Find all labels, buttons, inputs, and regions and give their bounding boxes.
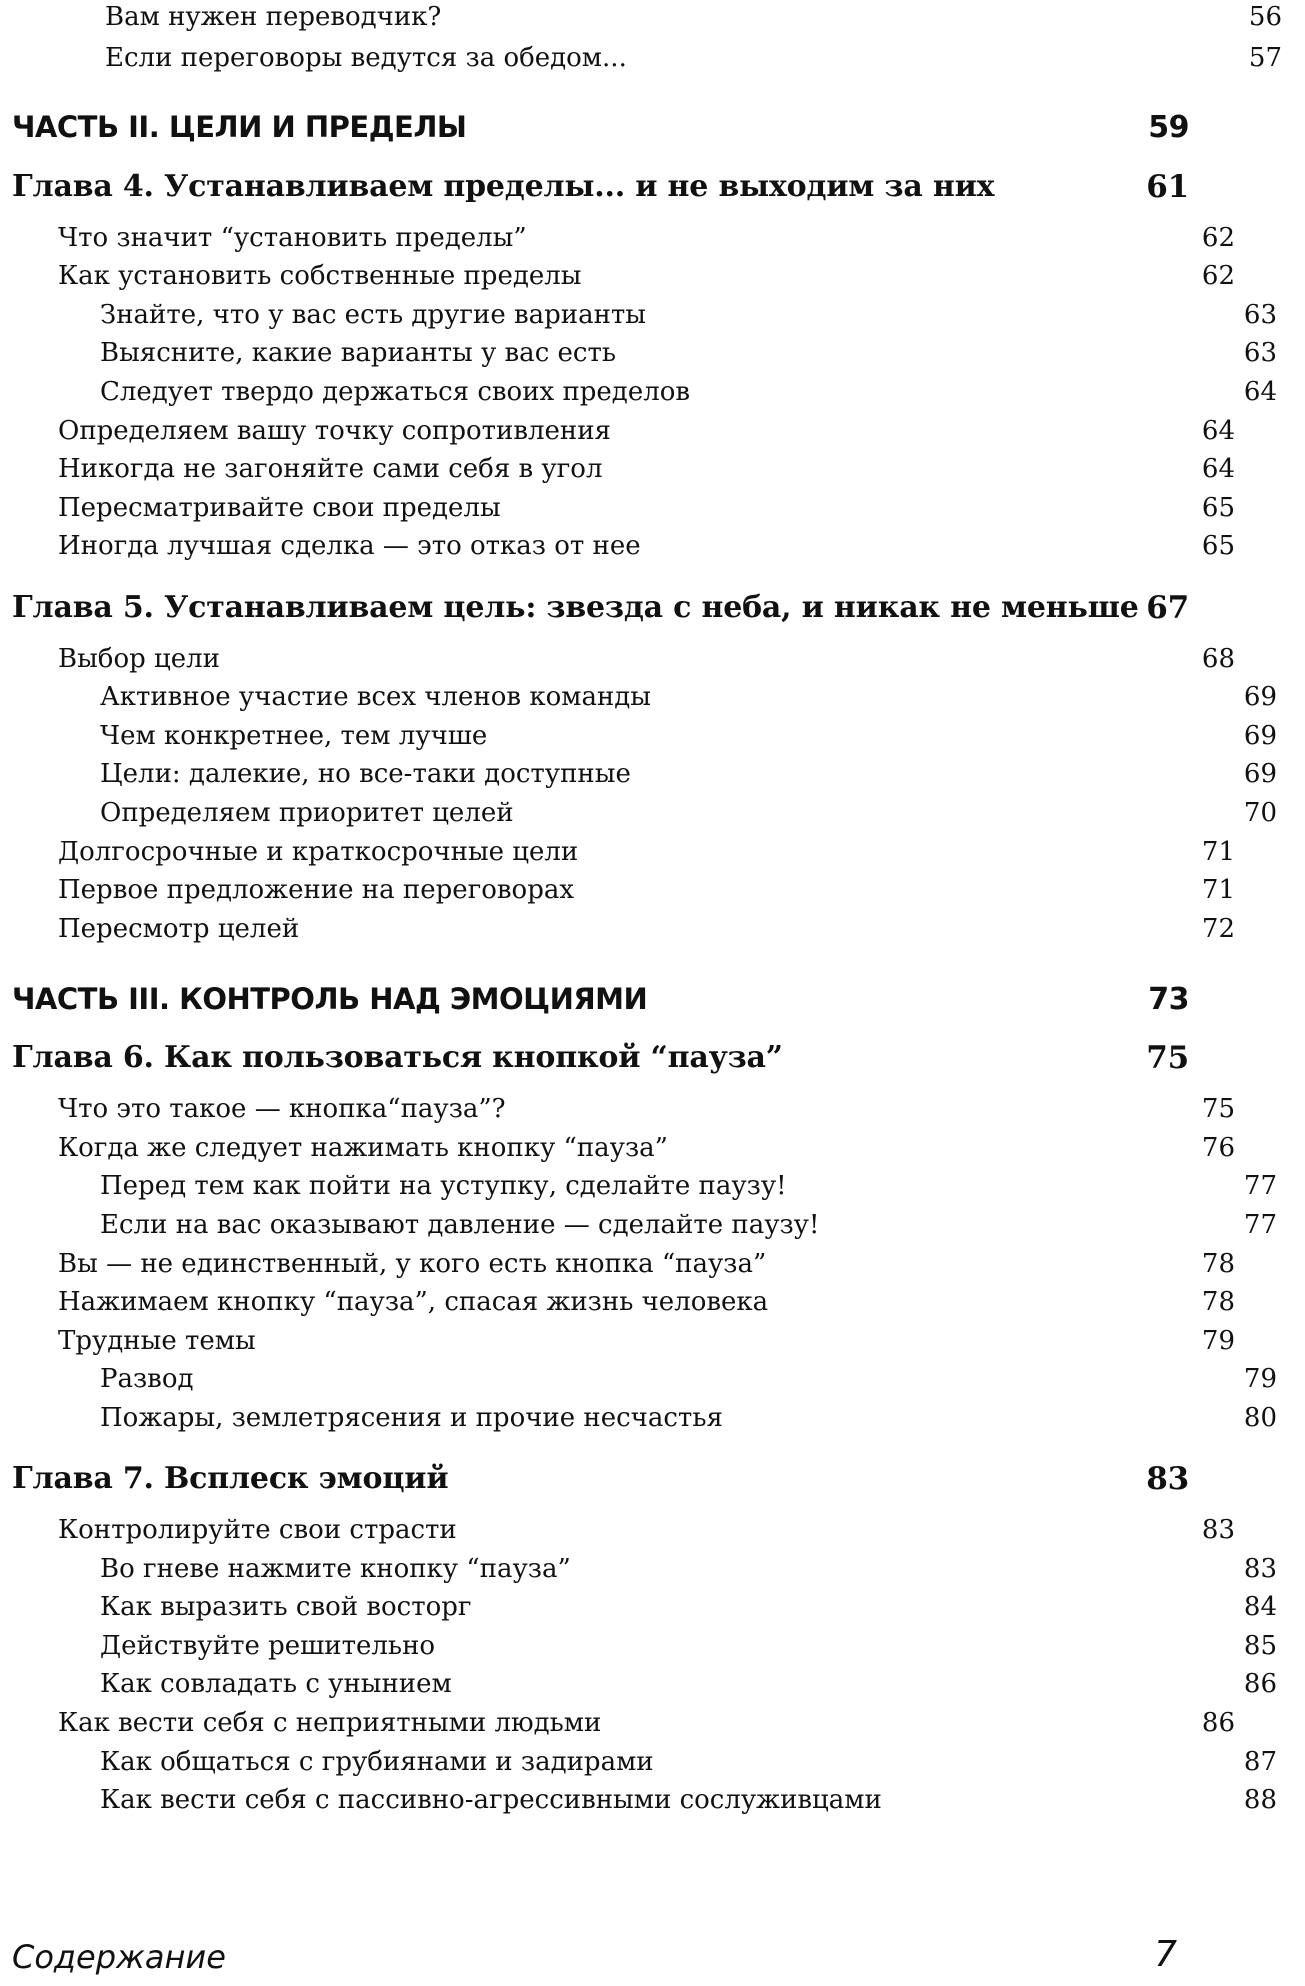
toc-entry-title: Что это такое — кнопка“пауза”? xyxy=(58,1096,506,1122)
toc-part-page: 59 xyxy=(1148,113,1189,143)
toc-chapter-page: 83 xyxy=(1146,1464,1189,1495)
toc-entry-title: Как вести себя с пассивно-агрессивными сослуживцами xyxy=(100,1787,882,1813)
toc-part-title: ЧАСТЬ III. КОНТРОЛЬ НАД ЭМОЦИЯМИ xyxy=(12,985,647,1014)
toc-entry xyxy=(0,1173,1300,1199)
toc-entry-page: 85 xyxy=(1244,1633,1277,1659)
toc-entry-title: Определяем приоритет целей xyxy=(100,800,514,826)
toc-entry xyxy=(0,456,1258,482)
toc-entry-page: 79 xyxy=(1202,1328,1235,1354)
toc-entry xyxy=(0,45,1305,71)
toc-entry-title: Следует твердо держаться своих пределов xyxy=(100,379,690,405)
toc-entry-title: Чем конкретнее, тем лучше xyxy=(100,723,487,749)
toc-entry xyxy=(0,1671,1300,1697)
toc-entry-title: Долгосрочные и краткосрочные цели xyxy=(58,839,578,865)
toc-entry-title: Нажимаем кнопку “пауза”, спасая жизнь человека xyxy=(58,1289,768,1315)
toc-entry-page: 88 xyxy=(1244,1787,1277,1813)
toc-entry-page: 77 xyxy=(1244,1212,1277,1238)
toc-entry xyxy=(0,302,1300,328)
toc-entry-page: 57 xyxy=(1249,45,1282,71)
toc-entry xyxy=(0,1366,1300,1392)
toc-entry-title: Как установить собственные пределы xyxy=(58,263,581,289)
toc-entry xyxy=(0,340,1300,366)
toc-chapter-heading xyxy=(0,172,1212,202)
toc-entry-page: 63 xyxy=(1244,340,1277,366)
toc-entry-title: Как вести себя с неприятными людьми xyxy=(58,1710,601,1736)
toc-entry-page: 64 xyxy=(1244,379,1277,405)
toc-entry-title: Вы — не единственный, у кого есть кнопка “пауза” xyxy=(58,1251,766,1277)
toc-entry-title: Когда же следует нажимать кнопку “пауза” xyxy=(58,1135,668,1161)
toc-entry-page: 68 xyxy=(1202,646,1235,672)
toc-entry-title: Если на вас оказывают давление — сделайте паузу! xyxy=(100,1212,819,1238)
toc-entry-title: Первое предложение на переговорах xyxy=(58,877,574,903)
toc-entry-page: 75 xyxy=(1202,1096,1235,1122)
toc-chapter-heading xyxy=(0,1043,1212,1073)
toc-entry-title: Пересматривайте свои пределы xyxy=(58,495,501,521)
toc-entry xyxy=(0,1405,1300,1431)
toc-entry xyxy=(0,225,1258,251)
toc-entry-page: 65 xyxy=(1202,533,1235,559)
toc-entry-page: 70 xyxy=(1244,800,1277,826)
toc-entry-title: Никогда не загоняйте сами себя в угол xyxy=(58,456,602,482)
toc-entry-title: Если переговоры ведутся за обедом... xyxy=(105,45,627,71)
toc-entry-page: 69 xyxy=(1244,761,1277,787)
toc-entry-page: 83 xyxy=(1244,1556,1277,1582)
toc-entry-title: Пересмотр целей xyxy=(58,916,299,942)
toc-entry xyxy=(0,263,1258,289)
toc-entry-title: Определяем вашу точку сопротивления xyxy=(58,418,611,444)
toc-entry-page: 80 xyxy=(1244,1405,1277,1431)
toc-chapter-title: Глава 5. Устанавливаем цель: звезда с неба, и никак не меньше xyxy=(12,593,1139,623)
toc-entry xyxy=(0,1594,1300,1620)
toc-entry-title: Действуйте решительно xyxy=(100,1633,435,1659)
toc-entry-page: 63 xyxy=(1244,302,1277,328)
toc-chapter-title: Глава 7. Всплеск эмоций xyxy=(12,1464,448,1494)
toc-entry-title: Цели: далекие, но все-таки доступные xyxy=(100,761,631,787)
toc-entry xyxy=(0,1135,1258,1161)
toc-entry-title: Активное участие всех членов команды xyxy=(100,684,651,710)
toc-entry-page: 84 xyxy=(1244,1594,1277,1620)
toc-entry-title: Выясните, какие варианты у вас есть xyxy=(100,340,616,366)
toc-entry-title: Перед тем как пойти на уступку, сделайте паузу! xyxy=(100,1173,787,1199)
toc-entry-page: 65 xyxy=(1202,495,1235,521)
toc-chapter-page: 75 xyxy=(1146,1043,1189,1074)
toc-entry-title: Вам нужен переводчик? xyxy=(105,4,441,30)
toc-entry xyxy=(0,1096,1258,1122)
toc-entry-page: 77 xyxy=(1244,1173,1277,1199)
page-number: 7 xyxy=(1154,1934,1177,1975)
toc-chapter-title: Глава 4. Устанавливаем пределы... и не выходим за них xyxy=(12,172,994,202)
toc-entry-page: 86 xyxy=(1244,1671,1277,1697)
toc-entry xyxy=(0,839,1258,865)
toc-entry xyxy=(0,877,1258,903)
toc-entry xyxy=(0,1787,1300,1813)
toc-entry xyxy=(0,1212,1300,1238)
toc-chapter-heading xyxy=(0,593,1212,623)
toc-entry-page: 71 xyxy=(1202,877,1235,903)
toc-entry xyxy=(0,1556,1300,1582)
toc-entry xyxy=(0,761,1300,787)
toc-entry-page: 62 xyxy=(1202,263,1235,289)
toc-entry xyxy=(0,1328,1258,1354)
toc-entry-page: 69 xyxy=(1244,684,1277,710)
toc-entry-title: Как выразить свой восторг xyxy=(100,1594,472,1620)
toc-chapter-title: Глава 6. Как пользоваться кнопкой “пауза” xyxy=(12,1043,783,1073)
toc-entry xyxy=(0,684,1300,710)
toc-entry xyxy=(0,418,1258,444)
toc-entry-title: Иногда лучшая сделка — это отказ от нее xyxy=(58,533,641,559)
toc-entry xyxy=(0,1517,1258,1543)
toc-entry xyxy=(0,495,1258,521)
toc-chapter-heading xyxy=(0,1464,1212,1494)
toc-entry-page: 56 xyxy=(1249,4,1282,30)
toc-entry-title: Трудные темы xyxy=(58,1328,256,1354)
toc-entry xyxy=(0,1749,1300,1775)
toc-entry xyxy=(0,1710,1258,1736)
toc-entry-page: 76 xyxy=(1202,1135,1235,1161)
toc-entry xyxy=(0,646,1258,672)
toc-entry-page: 62 xyxy=(1202,225,1235,251)
toc-entry-title: Выбор цели xyxy=(58,646,220,672)
toc-entry-page: 72 xyxy=(1202,916,1235,942)
toc-entry-title: Развод xyxy=(100,1366,193,1392)
toc-entry-title: Как общаться с грубиянами и задирами xyxy=(100,1749,654,1775)
toc-entry xyxy=(0,533,1258,559)
toc-entry-title: Что значит “установить пределы” xyxy=(58,225,527,251)
toc-part-title: ЧАСТЬ II. ЦЕЛИ И ПРЕДЕЛЫ xyxy=(12,113,466,142)
toc-entry xyxy=(0,800,1300,826)
toc-entry-page: 71 xyxy=(1202,839,1235,865)
toc-entry-page: 79 xyxy=(1244,1366,1277,1392)
toc-chapter-page: 67 xyxy=(1146,593,1189,624)
toc-entry xyxy=(0,1289,1258,1315)
toc-entry-page: 87 xyxy=(1244,1749,1277,1775)
toc-entry-page: 78 xyxy=(1202,1251,1235,1277)
toc-entry-title: Знайте, что у вас есть другие варианты xyxy=(100,302,646,328)
toc-entry xyxy=(0,4,1305,30)
toc-part-heading xyxy=(0,985,1212,1014)
toc-entry xyxy=(0,723,1300,749)
toc-entry-page: 78 xyxy=(1202,1289,1235,1315)
toc-part-heading xyxy=(0,113,1212,142)
toc-entry xyxy=(0,379,1300,405)
toc-chapter-page: 61 xyxy=(1146,172,1189,203)
toc-entry-title: Как совладать с унынием xyxy=(100,1671,452,1697)
toc-part-page: 73 xyxy=(1148,985,1189,1015)
toc-entry-page: 64 xyxy=(1202,418,1235,444)
toc-entry xyxy=(0,916,1258,942)
toc-entry xyxy=(0,1251,1258,1277)
toc-entry-page: 83 xyxy=(1202,1517,1235,1543)
toc-entry-page: 64 xyxy=(1202,456,1235,482)
running-footer-section: Содержание xyxy=(12,1938,226,1976)
toc-entry-page: 69 xyxy=(1244,723,1277,749)
toc-entry-page: 86 xyxy=(1202,1710,1235,1736)
toc-entry-title: Пожары, землетрясения и прочие несчастья xyxy=(100,1405,723,1431)
toc-entry xyxy=(0,1633,1300,1659)
toc-entry-title: Во гневе нажмите кнопку “пауза” xyxy=(100,1556,571,1582)
toc-entry-title: Контролируйте свои страсти xyxy=(58,1517,457,1543)
